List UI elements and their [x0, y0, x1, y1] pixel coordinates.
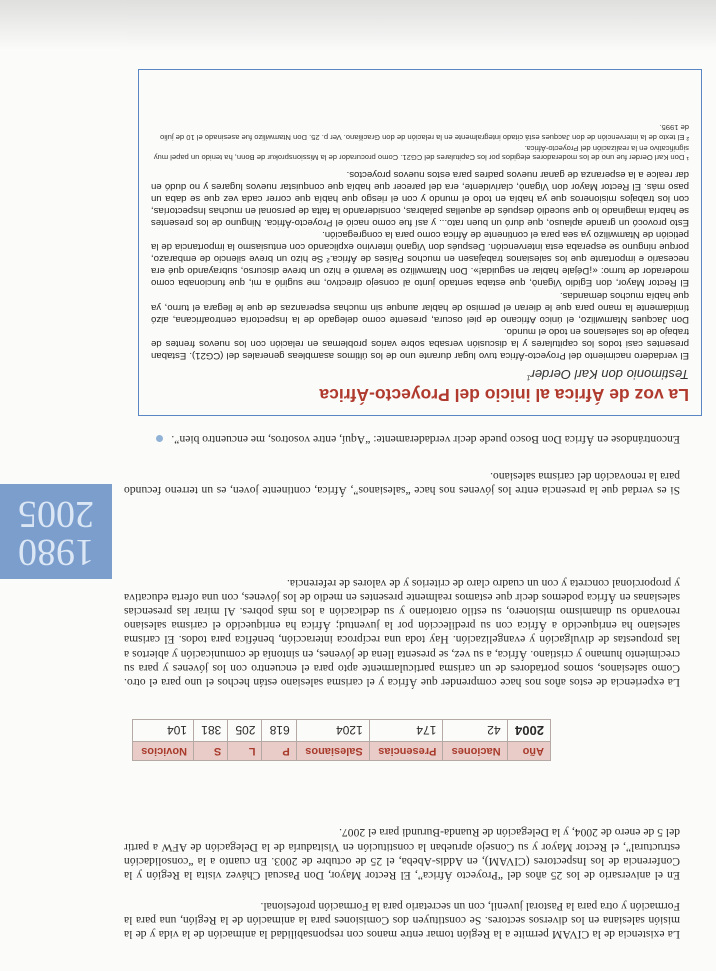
- header-year: Año: [507, 742, 550, 761]
- year-end: 2005: [18, 493, 94, 535]
- footnote-2: ² El texto de la intervención de don Jacques está citado integralmente en la relación de don Graciliano. Ver p. 25. Don Ntamwilizo fue asesinado el 10 de julio de 1995.: [160, 123, 689, 142]
- cell-salesians: 1204: [296, 720, 369, 742]
- footnotes: [151, 123, 689, 163]
- cell-nations: 42: [443, 720, 507, 742]
- box-subtitle: [151, 367, 689, 382]
- testimony-box: [138, 69, 702, 416]
- header-presences: Presencias: [369, 742, 443, 761]
- end-dot-icon: [156, 435, 163, 442]
- table-header-row: [133, 742, 551, 761]
- header-nations: Naciones: [443, 742, 507, 761]
- page-shadow: [0, 0, 716, 50]
- box-paragraph: Don Jacques Ntamwilizo, el único Africano de piel oscura, presente como delegado de la Inspectoría centroafricana, alzó tímidamente la mano para que le dieran el permiso de hablar aunque sin muchas esperanzas de que le llegara el turno, ya que había muchos demandas.: [151, 289, 689, 325]
- cell-year: 2004: [507, 720, 550, 742]
- header-salesians: Salesianos: [296, 742, 369, 761]
- header-s: S: [194, 742, 228, 761]
- cell-s: 381: [194, 720, 228, 742]
- cell-presences: 174: [369, 720, 443, 742]
- box-paragraph: El Rector Mayor, don Egidio Viganò, que estaba sentado junto al consejo directivo, me sugirió a mi, que funcionaba como moderador de turno: «¡Déjale hablar en seguida!». Don Ntamwilizo se levantó e hizo un breve discurso, subrayando qué era necesario e importante que los salesianos trabajasen en muchos Países de África.² Se hizo un breve silencio de embarazo, porque ninguno se esperaba esta intervención. Después don Viganò intervino explicando con entusiasmo la importancia de la petición de Ntamwilizo ya sea para el continente de África como para la congregación.: [151, 229, 689, 289]
- statistics-table: [132, 719, 551, 761]
- box-subtitle-text: Testimonio don Karl Oerder: [530, 367, 689, 382]
- header-l: L: [228, 742, 262, 761]
- footnote-mark: 1: [526, 373, 531, 381]
- cell-novices: 104: [133, 720, 194, 742]
- paragraph-truth: Si es verdad que la presencia entre los jóvenes nos hace “salesianos”, África, continente joven, es un terreno fecundo para la renovación del carisma salesiano.: [124, 469, 680, 497]
- header-p: P: [262, 742, 296, 761]
- paragraph-don-bosco-text: Encontrándose en África Don Bosco puede decir verdaderamente: “Aquí, entre vosotros, me encuentro bien”.: [171, 433, 680, 446]
- paragraph-don-bosco: [124, 432, 680, 446]
- header-novices: Novicios: [133, 742, 194, 761]
- year-start: 1980: [18, 531, 94, 573]
- box-paragraph: Esto provocó un grande aplauso, que duró un buen rato... y así fue como nació el Proyecto-África. Ninguno de los presentes se habría imaginado lo que sucedió después de aquellas palabras, considerando la falta de personal en muchas Inspectorías, con los trabajos misioneros que ya había en todo el mundo y con el riesgo que había que correr cada vez que se daba un paso más. El Rector Mayor don Viganò, clarividente, era del parecer que había que conquistar nuevos lugares y no dudó en dar realce a la esperanza de ganar nuevos padres para estos nuevos proyectos.: [151, 168, 689, 228]
- box-paragraph: El verdadero nacimiento del Proyecto-África tuvo lugar durante uno de los últimos asambleas generales del (CG21). Estaban presentes casi todos los capitulares y la discusión versaba sobre varios problemas en relación con los nuevos frentes de trabajo de los salesianos en todo el mundo.: [151, 325, 689, 361]
- cell-p: 618: [262, 720, 296, 742]
- paragraph-experience: La experiencia de estos años nos hace comprender que África y el carisma salesiano están hechos el uno para el otro. Como salesianos, somos portadores de un carisma particularmente apto para el encuentro con los jóvenes y para su crecimiento humano y cristiano. África, a su vez, se presenta llena de jóvenes, en sintonía de comunicación y abiertos a las propuestas de divulgación y evangelización. Hay toda una recíproca interacción, benéfica para todos. El carisma salesiano ha enriquecido a África con su predilección por la juventud; África ha enriquecido el carisma salesiano renovando su dinamismo misionero, su estilo oratoriano y su dedicación a los más pobres. Al mirar las presencias salesianas en África podemos decir que estamos realmente presentes en medio de los jóvenes, con una oferta educativa y proporcional concreta y con un cuadro claro de criterios y de valores de referencia.: [124, 576, 680, 689]
- year-badge: [0, 484, 112, 579]
- cell-l: 205: [228, 720, 262, 742]
- box-title: La voz de África al inicio del Proyecto-África: [319, 385, 689, 405]
- paragraph-anniversary: En el aniversario de los 25 años del “Proyecto África”, El Rector Mayor, Don Pascual Chávez visita la Región y la Conferencia de los Inspectores (CIVAM), en Addis-Abeba, el 25 de octubre de 2003. En cuanto a la “consolidación estructural”, el Rector Mayor y su Consejo aprueban la constitución en Visitaduría de la Delegación de AFW a partir del 5 de enero de 2004, y la Delegación de Ruanda-Burundi para el 2007.: [124, 826, 680, 882]
- paragraph-civam: La existencia de la CIVAM permite a la Región tomar entre manos con responsabilidad la animación de la vida y de la misión salesiana en los diversos sectores. Se constituyen dos Comisiones para la animación de la Región, una para la Formación y otra para la Pastoral juvenil, con un secretario para la Formación profesional.: [124, 899, 680, 941]
- table-row: [133, 720, 551, 742]
- footnote-1: ¹ Don Karl Oerder fue uno de los moderadores elegidos por los Capitulares del CG21. Como procurador de la Missionsprokur de Bonn, ha tenido un papel muy significativo en la realización del Proyecto-África.: [153, 144, 689, 163]
